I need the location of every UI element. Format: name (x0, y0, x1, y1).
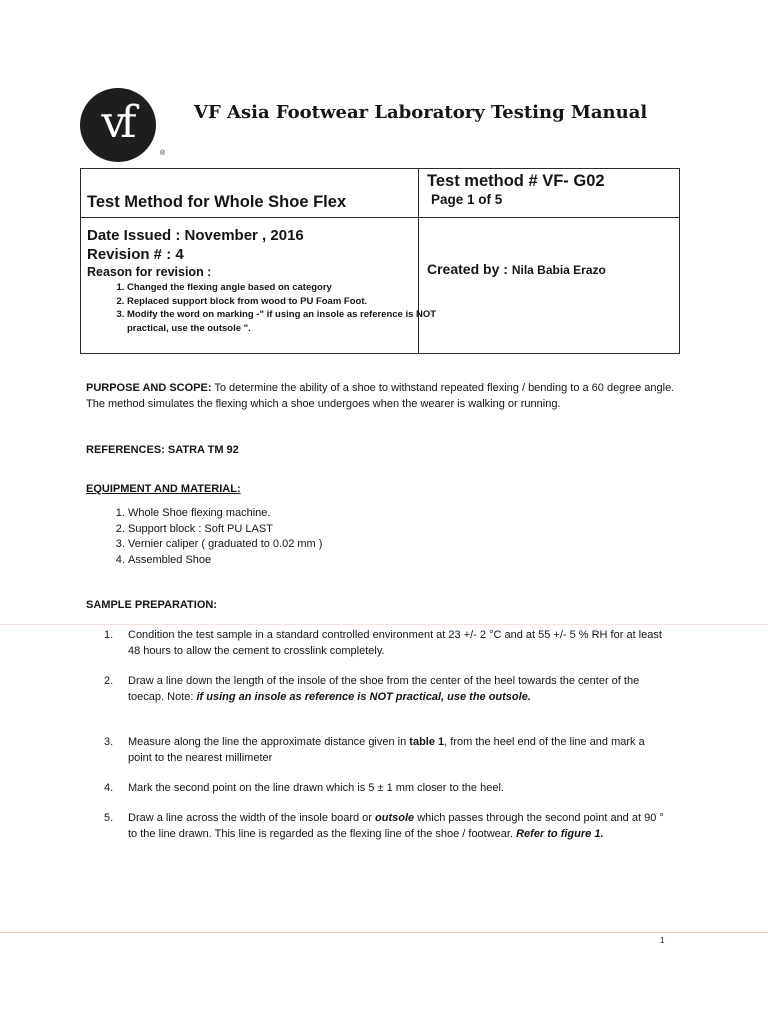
created-by (427, 261, 606, 277)
sample-heading: SAMPLE PREPARATION: (86, 599, 217, 611)
vf-logo (80, 88, 156, 162)
logo-text: vf (101, 96, 131, 148)
purpose-label: PURPOSE AND SCOPE: (86, 382, 212, 394)
step-5-text-main: Draw a line across the width of the insole board or (128, 812, 376, 824)
revision-reasons (105, 281, 443, 335)
scan-artifact-line (0, 624, 768, 625)
test-method-title: Test Method for Whole Shoe Flex (87, 193, 347, 211)
equipment-heading: EQUIPMENT AND MATERIAL: (86, 483, 241, 495)
purpose-text: To determine the ability of a shoe to withstand repeated flexing / bending to a 60 degree angle. The method simulates the flexing which a shoe undergoes when the wearer is walking or running. (86, 382, 675, 410)
test-method-number: Test method # VF- G02 (427, 172, 605, 190)
date-issued: Date Issued : November , 2016 (87, 227, 304, 244)
step-5-text-mid: which passes through the second point and at 90 ° to the line drawn. This line is regarded as the flexing line of the shoe / footwear. (128, 812, 664, 840)
step-2-text-main: Draw a line down the length of the insole of the shoe from the center of the heel towards the center of the toecap. Note: (128, 675, 640, 703)
registered-mark: ® (160, 150, 166, 157)
step-3-text-main: Measure along the line the approximate distance given in (128, 736, 410, 748)
document-page: vf ® VF Asia Footwear Laboratory Testing Manual Test Method for Whole Shoe Flex Test method # VF- G02 Page 1 of 5 Date Issued : November , 2016 Revision # : 4 Reason for revision : 1. Changed the flexing angle based on category 2. Replaced support block from wood to PU Foam Foot. 3. Modify the word on marking -" if using an insole as reference is NOT practical, use the outsole ". Created by : Nila Babia Erazo PURPOSE AND SCOPE: To determine the ability of a shoe to withstand repeated flexing / bending to a 60 degree angle. The method simulates the flexing which a shoe undergoes when the wearer is walking or running. REFERENCES: SATRA TM 92 EQUIPMENT AND MATERIAL: 1. Whole Shoe flexing machine. 2. Support block : Soft PU LAST 3. Vernier caliper ( graduated to 0.02 mm ) 4. Assembled Shoe SAMPLE PREPARATION: 1. Condition the test sample in a standard controlled environment at 23 +/- 2 °C and at 55 +/- 5 % RH for at least 48 hours to allow the cement to crosslink completely. 2. Draw a line down the length of the insole of the shoe from the center of the heel towards the center of the toecap. Note: if using an insole as reference is NOT practical, use the outsole. 3. Measure along the line the approximate distance given in table 1, from the heel end of the line and mark a point to the nearest millimeter 4. Mark the second point on the line drawn which is 5 ± 1 mm closer to the heel. 5. Draw a line across the width of the insole board or outsole which passes through the second point and at 90 ° to the line drawn. This line is regarded as the flexing line of the shoe / footwear. Refer to figure 1. 1 (0, 0, 768, 1024)
equipment-item: 2. Support block : Soft PU LAST (128, 522, 322, 538)
references: REFERENCES: SATRA TM 92 (86, 444, 239, 456)
step-2-note: if using an insole as reference is NOT practical, use the outsole. (196, 690, 531, 703)
equipment-list (110, 506, 322, 568)
reason-label: Reason for revision : (87, 265, 212, 279)
created-by-name: Nila Babia Erazo (511, 263, 606, 277)
step-4-text: Mark the second point on the line drawn which is 5 ± 1 mm closer to the heel. (128, 782, 504, 794)
step-3-text (128, 735, 664, 766)
step-3-table-ref: table 1 (409, 736, 445, 748)
footer-rule (0, 932, 768, 933)
step-5-outsole: outsole (375, 812, 415, 824)
table-divider-horizontal (81, 217, 679, 218)
equipment-item: 3. Vernier caliper ( graduated to 0.02 mm ) (128, 537, 322, 553)
step-1-text: Condition the test sample in a standard controlled environment at 23 +/- 2 °C and at 55 +/- 5 % RH for at least 48 hours to allow the cement to crosslink completely. (128, 629, 662, 657)
page-indicator: Page 1 of 5 (431, 192, 503, 207)
created-by-label: Created by : (427, 261, 508, 277)
equipment-item: 4. Assembled Shoe (128, 553, 322, 569)
revision-number: Revision # : 4 (87, 246, 184, 263)
revision-reason: 1. Changed the flexing angle based on category (127, 281, 443, 295)
revision-reason: 2. Replaced support block from wood to PU Foam Foot. (127, 295, 443, 309)
equipment-item: 1. Whole Shoe flexing machine. (128, 506, 322, 522)
page-number: 1 (660, 936, 665, 945)
purpose-section (86, 381, 676, 412)
step-5-text (128, 811, 664, 842)
step-3-text-end: , from the heel end of the line and mark a point to the nearest millimeter (128, 736, 645, 764)
manual-title: VF Asia Footwear Laboratory Testing Manual (194, 102, 648, 123)
revision-reason: 3. Modify the word on marking -" if using an insole as reference is NOT practical, use the outsole ". (127, 308, 443, 335)
header-table (80, 168, 680, 354)
step-2-text (128, 674, 664, 705)
step-5-figure-ref: Refer to figure 1. (516, 827, 604, 840)
